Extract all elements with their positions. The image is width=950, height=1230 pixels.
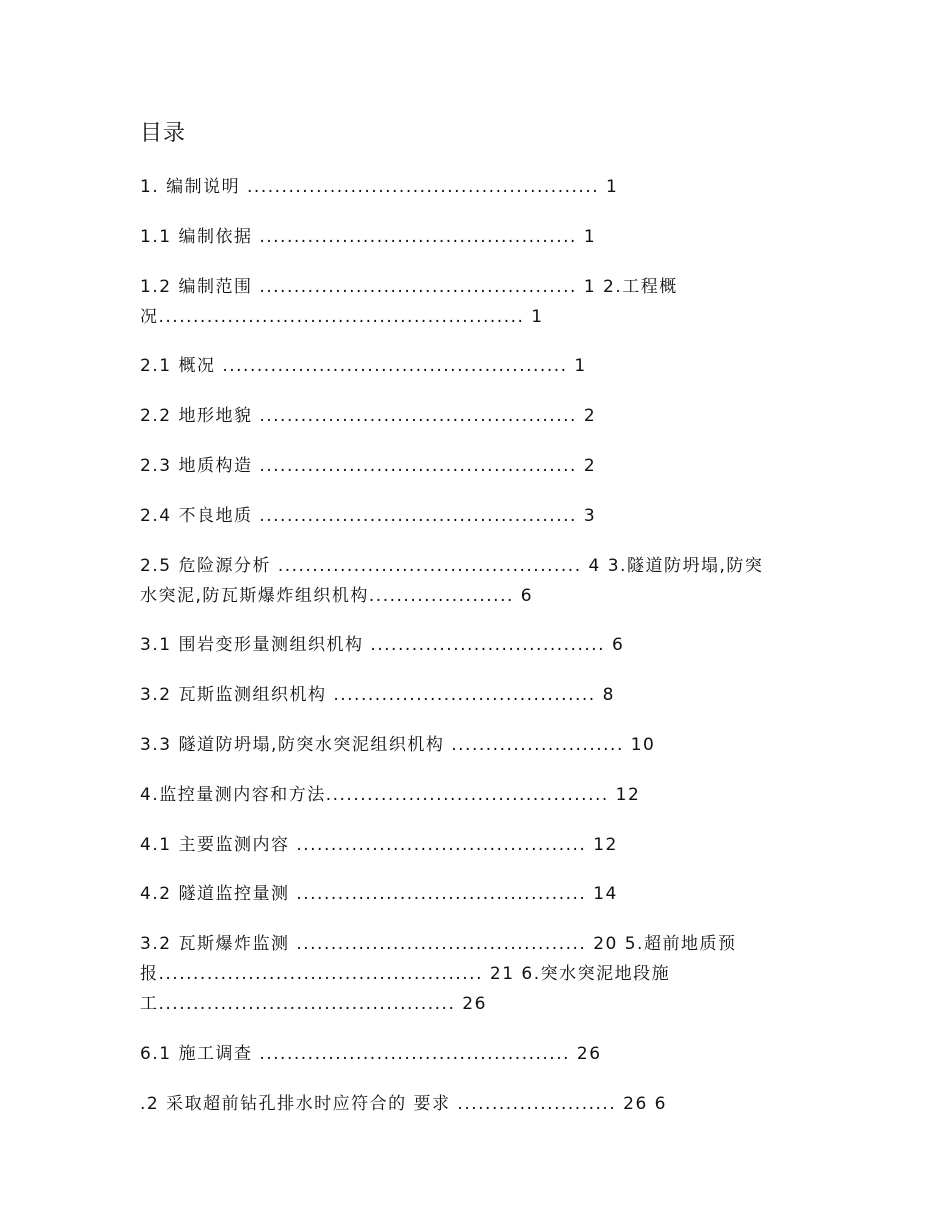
toc-title: 目录 bbox=[140, 121, 187, 146]
toc-entry: 4.监控量测内容和方法......................................... 12 bbox=[140, 784, 641, 805]
toc-entry: 1.2 编制范围 .............................................. 1 2.工程概 况..................................................... 1 bbox=[140, 276, 678, 327]
toc-entry: 4.2 隧道监控量测 .......................................... 14 bbox=[140, 884, 618, 905]
toc-entry: 3.1 围岩变形量测组织机构 .................................. 6 bbox=[140, 635, 625, 656]
toc-entry: 1.1 编制依据 .............................................. 1 bbox=[140, 226, 597, 247]
toc-entry: 3.2 瓦斯监测组织机构 ...................................... 8 bbox=[140, 685, 615, 706]
toc-entry: 2.4 不良地质 .............................................. 3 bbox=[140, 505, 597, 526]
toc-entry: .2 采取超前钻孔排水时应符合的 要求 ....................... 26 6 bbox=[140, 1093, 667, 1114]
table-of-contents bbox=[140, 172, 820, 1139]
toc-entry: 3.2 瓦斯爆炸监测 .......................................... 20 5.超前地质预 报............................................... 21 6.突水突泥地段施 工........................................... 26 bbox=[140, 934, 737, 1015]
toc-entry: 3.3 隧道防坍塌,防突水突泥组织机构 ......................... 10 bbox=[140, 734, 656, 755]
toc-entry: 2.2 地形地貌 .............................................. 2 bbox=[140, 406, 597, 427]
toc-entry: 1. 编制说明 ................................................... 1 bbox=[140, 177, 619, 197]
toc-entry: 2.1 概况 .................................................. 1 bbox=[140, 356, 587, 377]
toc-entry: 2.3 地质构造 .............................................. 2 bbox=[140, 455, 597, 476]
toc-entry: 2.5 危险源分析 ............................................ 4 3.隧道防坍塌,防突 水突泥,防瓦斯爆炸组织机构..................... 6 bbox=[140, 555, 764, 606]
toc-entry: 4.1 主要监测内容 .......................................... 12 bbox=[140, 834, 618, 855]
toc-entry: 6.1 施工调查 ............................................. 26 bbox=[140, 1043, 602, 1064]
